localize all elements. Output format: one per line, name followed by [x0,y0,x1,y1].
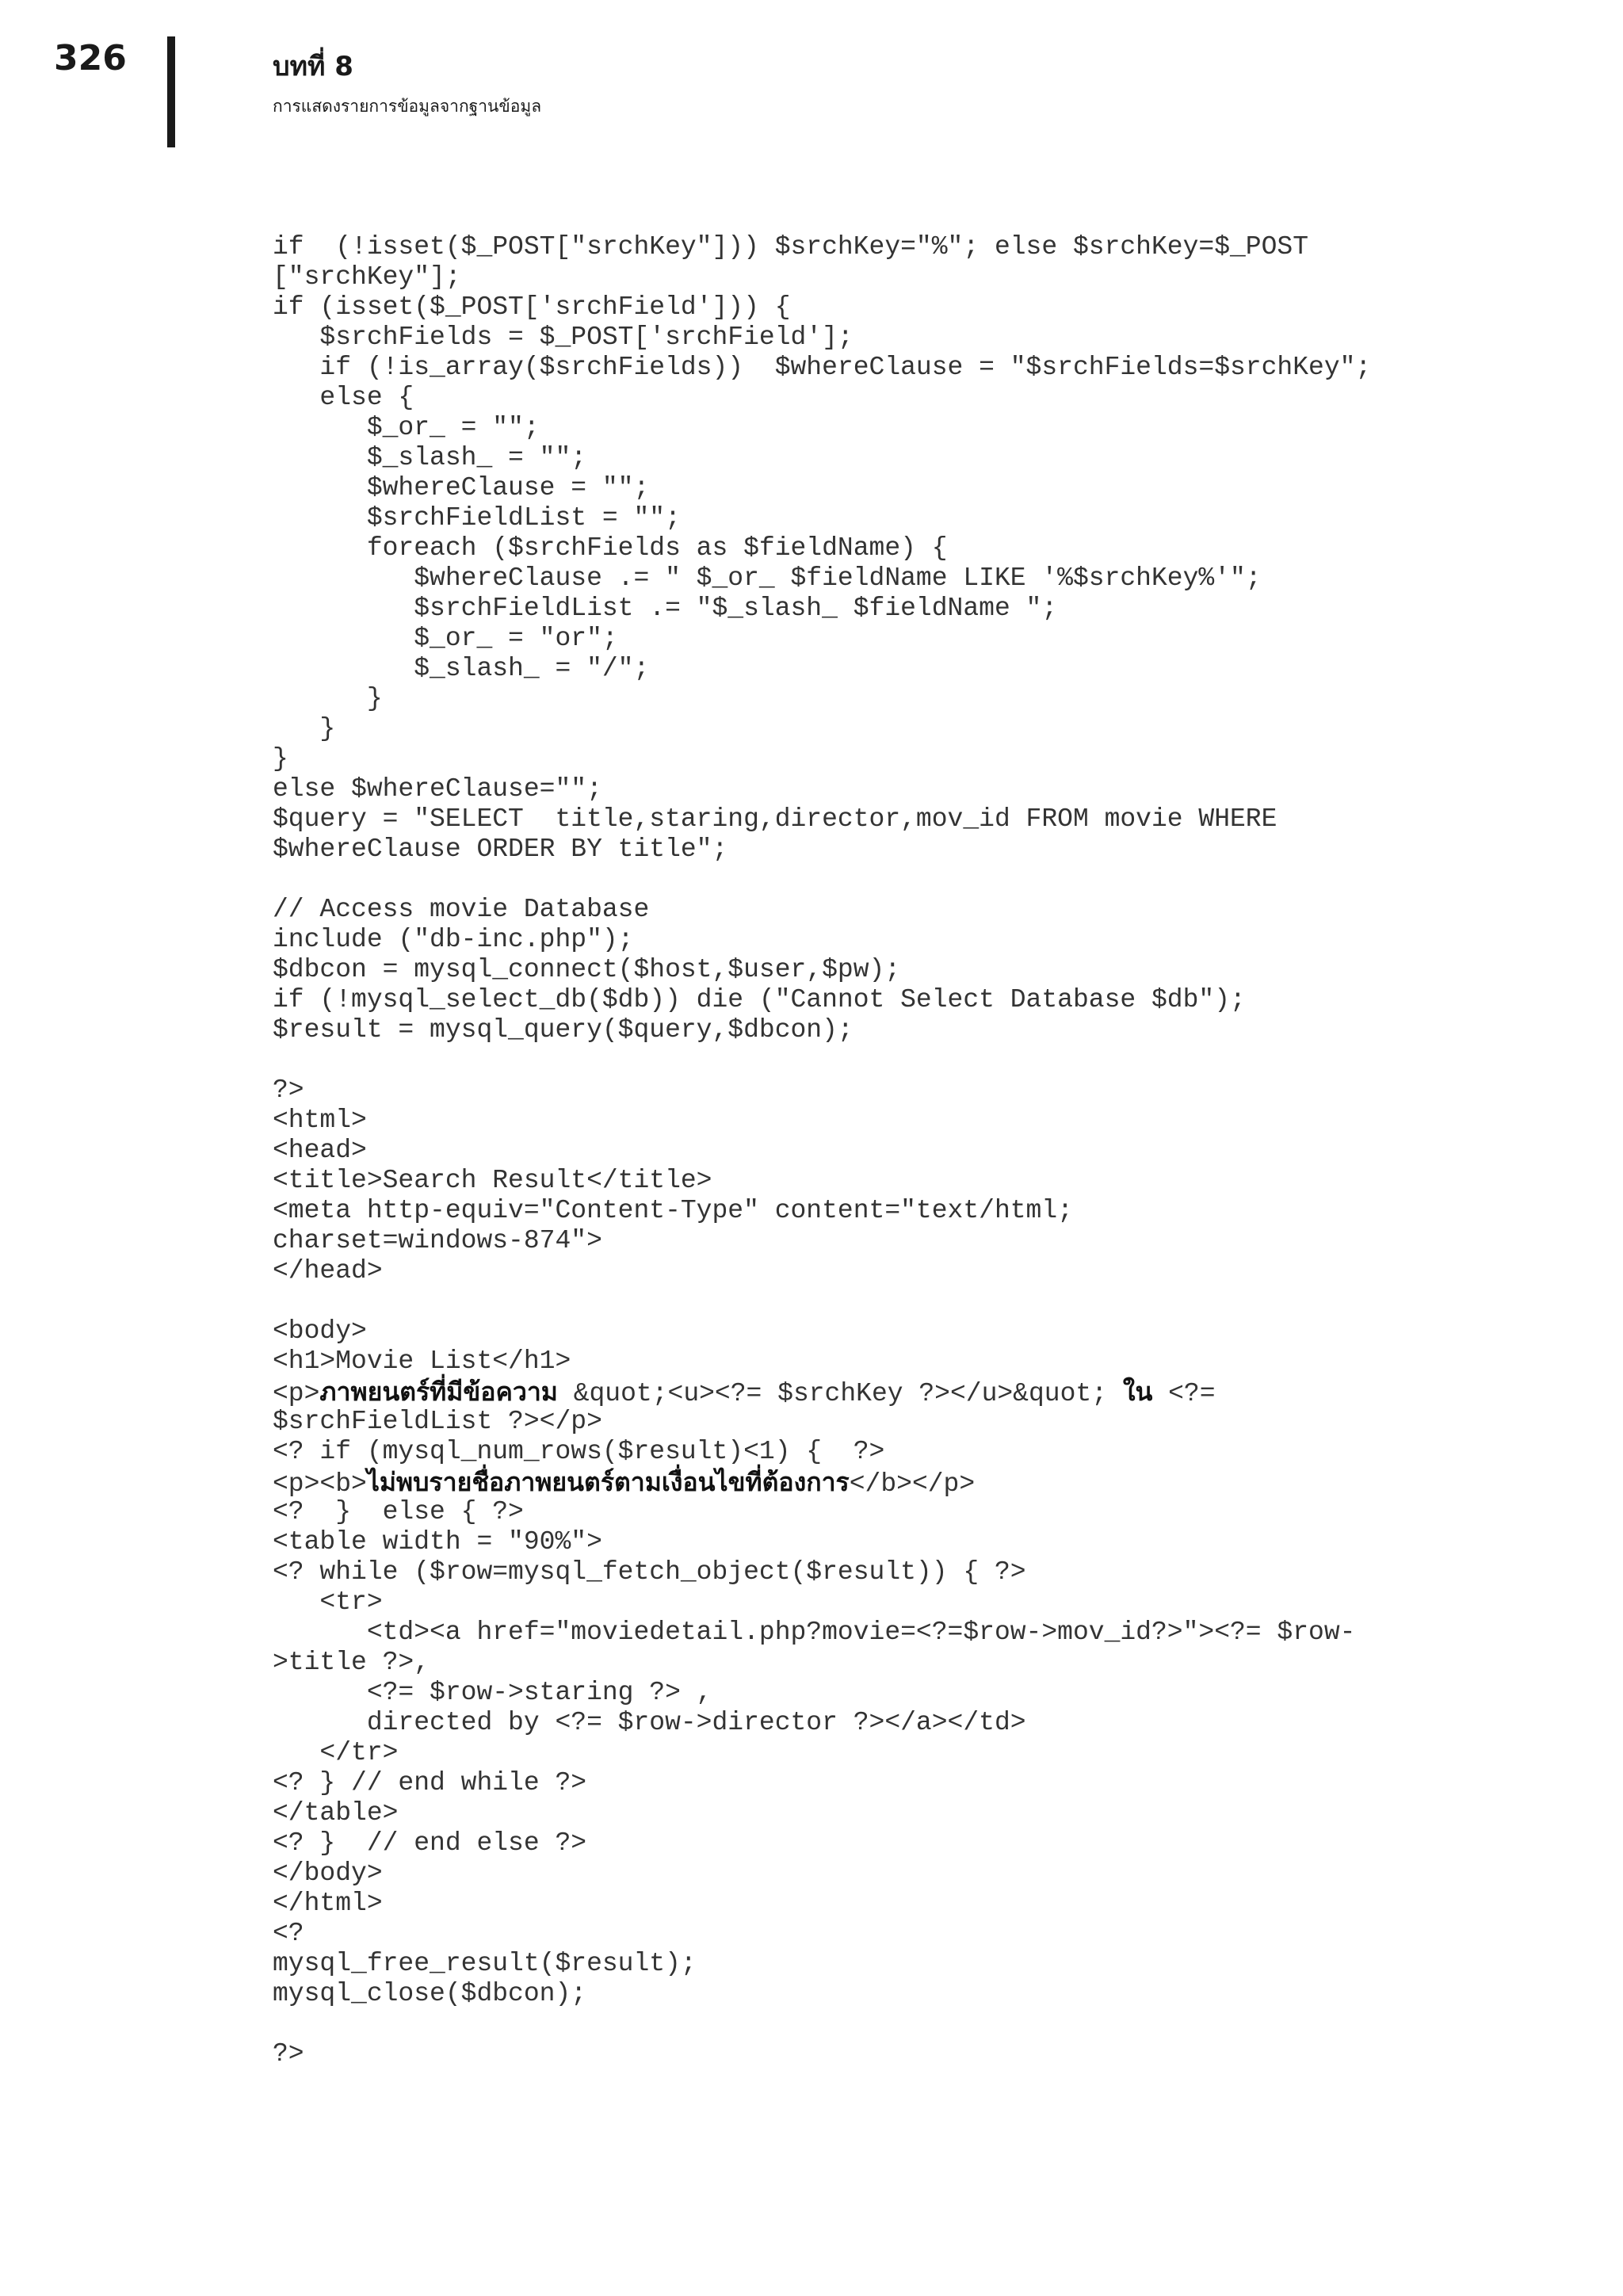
thai-text: ภาพยนตร์ที่มีข้อความ [319,1377,558,1407]
code-line [273,1286,1588,1316]
code-line: foreach ($srchFields as $fieldName) { [273,533,948,563]
code-fragment: </b></p> [849,1469,976,1499]
code-line: include ("db-inc.php"); [273,925,634,954]
code-line: <head> [273,1136,367,1165]
code-line: if (isset($_POST['srchField'])) { [273,292,791,322]
code-line: <table width = "90%"> [273,1527,602,1557]
code-line: directed by <?= $row->director ?></a></td> [273,1708,1026,1737]
code-line: else $whereClause=""; [273,774,602,804]
code-line: ?> [273,2039,304,2069]
code-line: $srchFields = $_POST['srchField']; [273,323,854,352]
code-block-php-logic [273,232,1588,1377]
code-line: <? [273,1919,304,1948]
thai-text: ใน [1122,1377,1153,1407]
page-number: 326 [54,38,127,78]
code-line: <? } // end while ?> [273,1768,587,1797]
code-line: $whereClause = ""; [273,473,650,502]
code-block-table-output [273,1497,1588,2069]
code-line: $dbcon = mysql_connect($host,$user,$pw); [273,955,901,984]
code-line: } [273,684,383,713]
code-line: <body> [273,1316,367,1346]
code-line: } [273,744,288,774]
code-line: else { [273,383,414,412]
code-line: </body> [273,1859,383,1888]
code-fragment: <p> [273,1379,320,1408]
code-line: $query = "SELECT title,staring,director,mov_id FROM movie WHERE [273,804,1277,834]
code-line: $whereClause ORDER BY title"; [273,835,728,864]
code-line [273,1045,1588,1075]
code-line: mysql_close($dbcon); [273,1979,587,2008]
code-line [273,2009,1588,2039]
code-line: $_or_ = ""; [273,413,540,442]
code-line: <meta http-equiv="Content-Type" content="text/html; [273,1196,1073,1225]
code-line: charset=windows-874"> [273,1226,602,1255]
code-line: if (!isset($_POST["srchKey"])) $srchKey="%"; else $srchKey=$_POST [273,232,1309,262]
code-line: $srchFieldList = ""; [273,503,681,533]
code-line: <? while ($row=mysql_fetch_object($result)) { ?> [273,1557,1026,1587]
code-line: <tr> [273,1587,383,1617]
code-line: <td><a href="moviedetail.php?movie=<?=$row->mov_id?>"><?= $row- [273,1618,1356,1647]
code-line: $srchFieldList .= "$_slash_ $fieldName "; [273,594,1058,623]
code-line: </table> [273,1798,399,1828]
code-line: <?= $row->staring ?> , [273,1678,712,1707]
code-line: <? } else { ?> [273,1497,524,1526]
code-line: $whereClause .= " $_or_ $fieldName LIKE '%$srchKey%'"; [273,563,1262,593]
code-line: // Access movie Database [273,895,650,924]
header-divider [167,36,175,147]
code-line: <? if (mysql_num_rows($result)<1) { ?> [273,1437,885,1466]
code-line-not-found [273,1467,1588,1497]
code-fragment: &quot;<u><?= $srchKey ?></u>&quot; [557,1379,1123,1408]
code-line: $result = mysql_query($query,$dbcon); [273,1015,854,1045]
code-line: $_or_ = "or"; [273,624,618,653]
code-line: >title ?>, [273,1648,430,1677]
chapter-subtitle: การแสดงรายการข้อมูลจากฐานข้อมูล [273,97,542,116]
code-line: if (!mysql_select_db($db)) die ("Cannot Select Database $db"); [273,985,1246,1014]
code-line: $_slash_ = ""; [273,443,587,472]
code-line: mysql_free_result($result); [273,1949,697,1978]
thai-text: ไม่พบรายชื่อภาพยนตร์ตามเงื่อนไขที่ต้องการ [366,1467,850,1497]
code-line: </head> [273,1256,383,1286]
code-line: <? } // end else ?> [273,1828,587,1858]
code-line: <h1>Movie List</h1> [273,1347,571,1376]
code-line: $srchFieldList ?></p> [273,1407,602,1436]
code-line: ["srchKey"]; [273,262,461,292]
code-line: <title>Search Result</title> [273,1166,712,1195]
code-line: ?> [273,1075,304,1105]
code-line: </html> [273,1889,383,1918]
code-fragment: <?= [1152,1379,1216,1408]
code-line: if (!is_array($srchFields)) $whereClause = "$srchFields=$srchKey"; [273,353,1372,382]
code-line-paragraph [273,1377,1588,1407]
code-line [273,865,1588,895]
code-line: } [273,714,336,743]
chapter-title: บทที่ 8 [273,51,353,82]
code-line: $_slash_ = "/"; [273,654,650,683]
code-block-condition [273,1407,1588,1467]
code-line: <html> [273,1106,367,1135]
code-line: </tr> [273,1738,399,1767]
code-listing [273,232,1588,2069]
code-fragment: <p><b> [273,1469,367,1499]
